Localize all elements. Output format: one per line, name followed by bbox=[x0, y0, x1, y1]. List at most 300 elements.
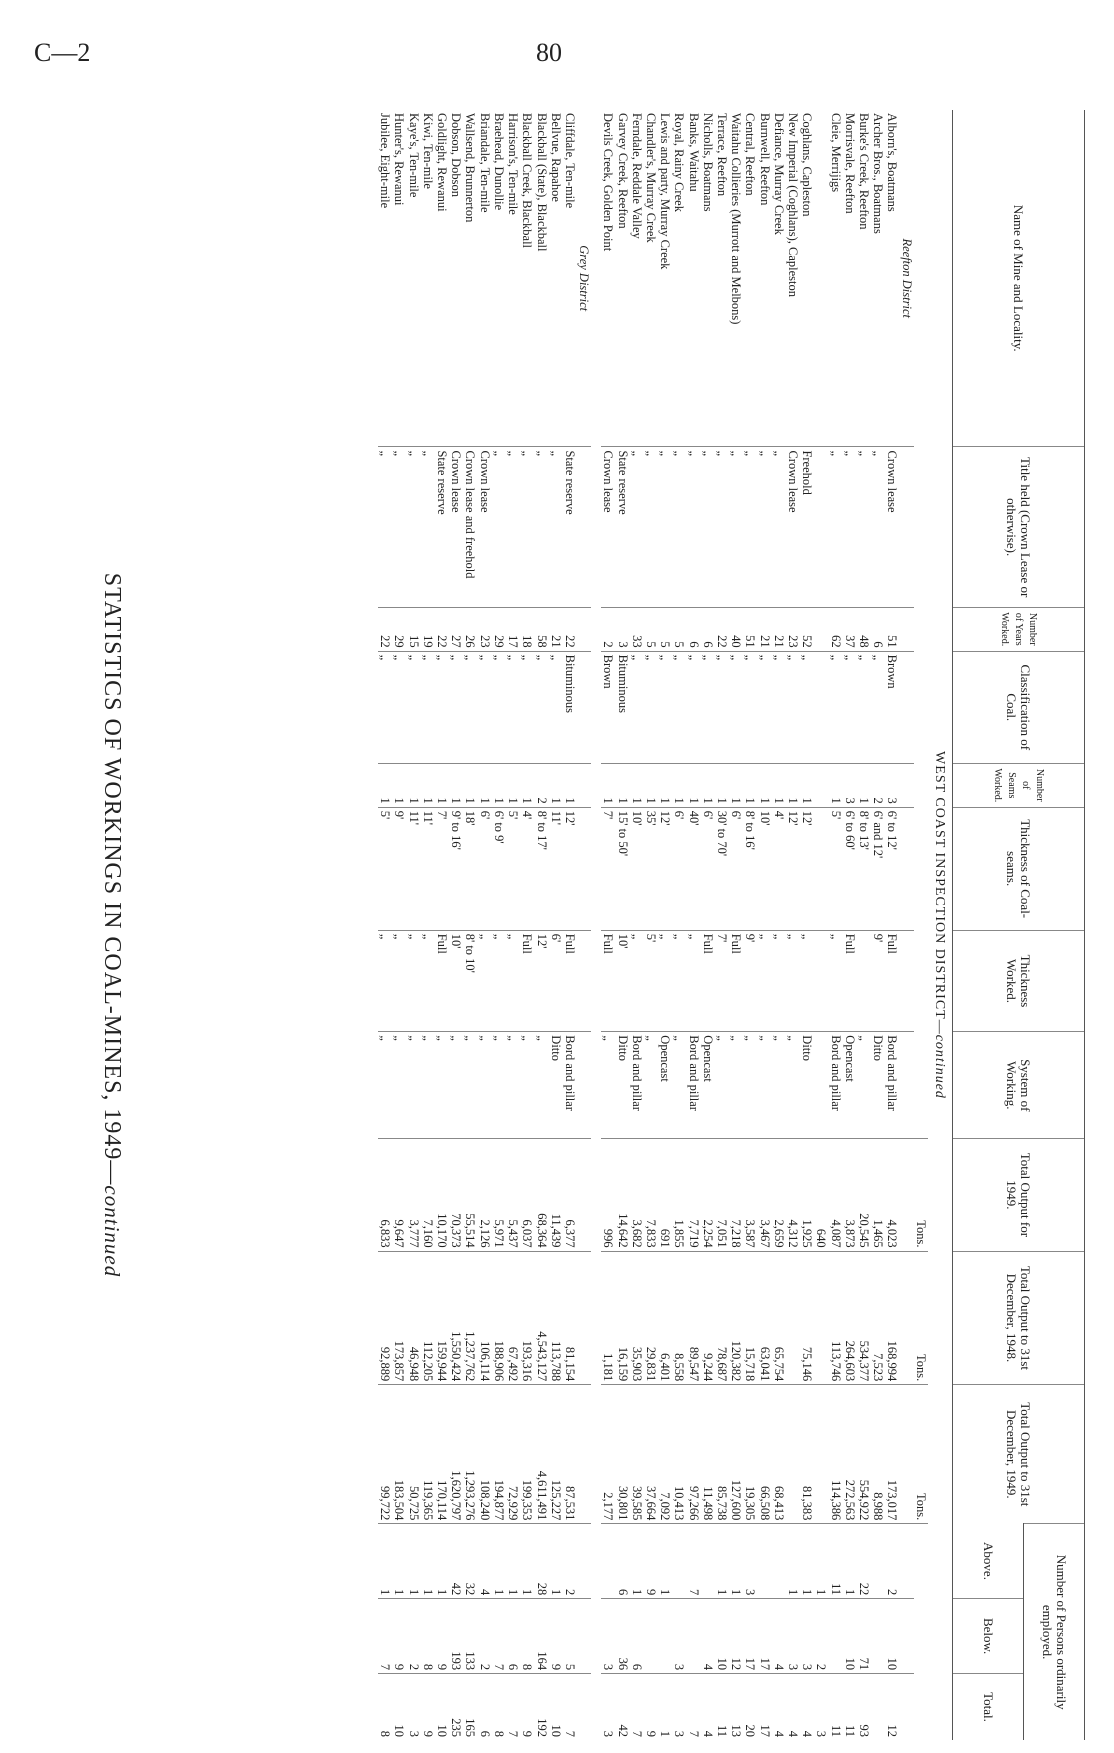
cell-ot: 7,092 bbox=[658, 1385, 672, 1524]
cell-worked: „ bbox=[492, 930, 506, 1032]
cell-class: „ bbox=[672, 651, 686, 763]
table-row bbox=[630, 110, 644, 1740]
cell-seams: 1 bbox=[615, 763, 629, 807]
table-row bbox=[686, 110, 700, 1740]
district-heading: Reefton District bbox=[899, 238, 914, 318]
cell-be: 3 bbox=[672, 1599, 686, 1674]
cell-worked: „ bbox=[392, 930, 406, 1032]
cell-ab bbox=[871, 1524, 885, 1599]
cell-name: Dobson, Dobson bbox=[449, 113, 464, 198]
cell-class: Brown bbox=[885, 651, 899, 763]
cell-class: Bituminous bbox=[615, 651, 629, 763]
cell-name: Nicholls, Boatmans bbox=[700, 113, 715, 212]
cell-be: 133 bbox=[463, 1599, 477, 1674]
cell-class: „ bbox=[686, 651, 700, 763]
table-row bbox=[406, 110, 420, 1740]
cell-class: „ bbox=[644, 651, 658, 763]
cell-thick bbox=[814, 807, 828, 930]
cell-system: „ bbox=[786, 1032, 800, 1139]
cell-to: 3 bbox=[814, 1674, 828, 1740]
cell-class: „ bbox=[478, 651, 492, 763]
cell-seams: 1 bbox=[701, 763, 715, 807]
cell-class: „ bbox=[630, 651, 644, 763]
cell-be: 9 bbox=[549, 1599, 563, 1674]
table-row bbox=[658, 110, 672, 1740]
col-header-thick-seams: Thickness of Coal-seams. bbox=[953, 807, 1085, 930]
cell-title: „ bbox=[871, 447, 885, 607]
cell-worked: Full bbox=[563, 930, 577, 1032]
cell-title: „ bbox=[520, 447, 534, 607]
cell-class bbox=[814, 651, 828, 763]
cell-o49: 6,037 bbox=[520, 1139, 534, 1251]
cell-name: Morrisvale, Reefton bbox=[842, 113, 857, 214]
cell-years: 21 bbox=[757, 607, 771, 651]
cell-to: 7 bbox=[563, 1674, 577, 1740]
cell-be: 10 bbox=[715, 1599, 729, 1674]
cell-title: „ bbox=[506, 447, 520, 607]
cell-o48: 113,788 bbox=[549, 1251, 563, 1385]
cell-thick: 4' bbox=[520, 807, 534, 930]
cell-ab: 1 bbox=[421, 1524, 435, 1599]
cell-worked: „ bbox=[772, 930, 786, 1032]
cell-o49: 4,023 bbox=[885, 1139, 899, 1251]
cell-be bbox=[686, 1599, 700, 1674]
cell-thick: 10' bbox=[757, 807, 771, 930]
cell-system: „ bbox=[406, 1032, 420, 1139]
cell-seams: 1 bbox=[715, 763, 729, 807]
cell-worked: „ bbox=[406, 930, 420, 1032]
col-header-outtotal: Total Output to 31st December, 1949. bbox=[953, 1385, 1085, 1524]
cell-class: „ bbox=[800, 651, 814, 763]
cell-to: 12 bbox=[885, 1674, 899, 1740]
table-row bbox=[757, 110, 771, 1740]
cell-to: 3 bbox=[601, 1674, 615, 1740]
cell-thick: 6' bbox=[672, 807, 686, 930]
cell-years: 6 bbox=[701, 607, 715, 651]
cell-name: Harrison's, Ten-mile bbox=[506, 113, 521, 215]
cell-ot: 39,585 bbox=[630, 1385, 644, 1524]
cell-worked: „ bbox=[506, 930, 520, 1032]
cell-system: Opencast bbox=[701, 1032, 715, 1139]
cell-o48: 46,948 bbox=[406, 1251, 420, 1385]
cell-o48: 16,159 bbox=[615, 1251, 629, 1385]
cell-to: 9 bbox=[520, 1674, 534, 1740]
cell-worked: Full bbox=[885, 930, 899, 1032]
col-header-class: Classification of Coal. bbox=[953, 651, 1085, 763]
cell-thick: 12' bbox=[658, 807, 672, 930]
cell-seams: 1 bbox=[449, 763, 463, 807]
table-title-text: STATISTICS OF WORKINGS IN COAL-MINES, 1949— bbox=[99, 572, 125, 1186]
cell-to: 9 bbox=[644, 1674, 658, 1740]
cell-thick: 8' to 13' bbox=[857, 807, 871, 930]
table-row bbox=[601, 110, 615, 1740]
cell-to: 7 bbox=[630, 1674, 644, 1740]
cell-o49: 7,160 bbox=[421, 1139, 435, 1251]
cell-o48: 120,382 bbox=[729, 1251, 743, 1385]
cell-o48: 35,903 bbox=[630, 1251, 644, 1385]
cell-system: „ bbox=[449, 1032, 463, 1139]
cell-worked: 12' bbox=[534, 930, 548, 1032]
cell-name: Chandler's, Murray Creek bbox=[643, 113, 658, 243]
cell-ab: 1 bbox=[843, 1524, 857, 1599]
cell-ot: 127,600 bbox=[729, 1385, 743, 1524]
cell-o49: 5,437 bbox=[506, 1139, 520, 1251]
cell-years: 21 bbox=[549, 607, 563, 651]
cell-years: 22 bbox=[435, 607, 449, 651]
cell-worked: Full bbox=[701, 930, 715, 1032]
cell-years: 3 bbox=[615, 607, 629, 651]
cell-be: 3 bbox=[800, 1599, 814, 1674]
cell-years: 29 bbox=[492, 607, 506, 651]
cell-ot: 119,365 bbox=[421, 1385, 435, 1524]
cell-class: „ bbox=[757, 651, 771, 763]
cell-title: „ bbox=[715, 447, 729, 607]
cell-be: 6 bbox=[506, 1599, 520, 1674]
cell-class: „ bbox=[786, 651, 800, 763]
cell-ab: 1 bbox=[520, 1524, 534, 1599]
table-row bbox=[814, 110, 828, 1740]
cell-o49: 70,373 bbox=[449, 1139, 463, 1251]
cell-years: 23 bbox=[478, 607, 492, 651]
cell-years: 19 bbox=[421, 607, 435, 651]
table-row bbox=[563, 110, 577, 1740]
cell-class: „ bbox=[828, 651, 842, 763]
section-heading: WEST COAST INSPECTION DISTRICT— bbox=[932, 751, 947, 1035]
cell-thick: 6' bbox=[701, 807, 715, 930]
cell-system: „ bbox=[729, 1032, 743, 1139]
cell-seams: 1 bbox=[772, 763, 786, 807]
cell-ab: 1 bbox=[630, 1524, 644, 1599]
cell-to: 10 bbox=[392, 1674, 406, 1740]
cell-years: 17 bbox=[506, 607, 520, 651]
cell-worked: 9' bbox=[871, 930, 885, 1032]
cell-be: 3 bbox=[786, 1599, 800, 1674]
cell-name: Blackball (State), Blackball bbox=[534, 113, 549, 252]
cell-worked: 9' bbox=[743, 930, 757, 1032]
cell-name: Waitahu Collieries (Murrott and Melbons) bbox=[729, 113, 744, 325]
cell-class: „ bbox=[435, 651, 449, 763]
cell-ab: 6 bbox=[615, 1524, 629, 1599]
cell-class: „ bbox=[871, 651, 885, 763]
col-header-seams: Number of Seams Worked. bbox=[953, 763, 1085, 807]
col-header-above: Above. bbox=[953, 1524, 1024, 1599]
cell-ot: 97,266 bbox=[686, 1385, 700, 1524]
cell-title: „ bbox=[378, 447, 392, 607]
rotated-table-page bbox=[55, 110, 1085, 1740]
table-row bbox=[644, 110, 658, 1740]
cell-system: „ bbox=[757, 1032, 771, 1139]
cell-years: 51 bbox=[885, 607, 899, 651]
cell-ab: 1 bbox=[658, 1524, 672, 1599]
cell-title: „ bbox=[729, 447, 743, 607]
cell-class: „ bbox=[772, 651, 786, 763]
cell-years: 27 bbox=[449, 607, 463, 651]
cell-class: „ bbox=[392, 651, 406, 763]
cell-system: „ bbox=[715, 1032, 729, 1139]
cell-ab: 11 bbox=[828, 1524, 842, 1599]
cell-o48: 173,857 bbox=[392, 1251, 406, 1385]
cell-be: 17 bbox=[757, 1599, 771, 1674]
cell-system: Ditto bbox=[800, 1032, 814, 1139]
cell-ot: 2,177 bbox=[601, 1385, 615, 1524]
cell-ab: 7 bbox=[686, 1524, 700, 1599]
cell-be: 7 bbox=[378, 1599, 392, 1674]
cell-name: Burke's Creek, Reefton bbox=[856, 113, 871, 230]
cell-class: „ bbox=[701, 651, 715, 763]
cell-o48 bbox=[786, 1251, 800, 1385]
cell-years: 58 bbox=[534, 607, 548, 651]
cell-ot: 11,498 bbox=[701, 1385, 715, 1524]
cell-seams: 1 bbox=[378, 763, 392, 807]
cell-be: 193 bbox=[449, 1599, 463, 1674]
cell-thick: 6' to 9' bbox=[492, 807, 506, 930]
cell-system: Opencast bbox=[843, 1032, 857, 1139]
cell-class: „ bbox=[506, 651, 520, 763]
cell-seams: 3 bbox=[885, 763, 899, 807]
cell-thick: 5' bbox=[506, 807, 520, 930]
cell-ot: 108,240 bbox=[478, 1385, 492, 1524]
cell-title: „ bbox=[392, 447, 406, 607]
cell-ot: 8,988 bbox=[871, 1385, 885, 1524]
cell-system: Bord and pillar bbox=[630, 1032, 644, 1139]
cell-ab: 1 bbox=[378, 1524, 392, 1599]
table-title-suffix: continued bbox=[100, 1185, 124, 1278]
cell-thick: 7' bbox=[435, 807, 449, 930]
cell-worked: 5' bbox=[644, 930, 658, 1032]
cell-ot: 554,922 bbox=[857, 1385, 871, 1524]
cell-seams: 1 bbox=[757, 763, 771, 807]
cell-worked: „ bbox=[378, 930, 392, 1032]
cell-years: 5 bbox=[644, 607, 658, 651]
cell-ab: 1 bbox=[549, 1524, 563, 1599]
cell-class: „ bbox=[463, 651, 477, 763]
cell-be: 164 bbox=[534, 1599, 548, 1674]
cell-years: 18 bbox=[520, 607, 534, 651]
table-row bbox=[421, 110, 435, 1740]
cell-ot: 81,383 bbox=[800, 1385, 814, 1524]
col-header-thick-worked: Thickness Worked. bbox=[953, 930, 1085, 1032]
cell-system: Ditto bbox=[615, 1032, 629, 1139]
cell-thick: 15' to 50' bbox=[615, 807, 629, 930]
cell-o48: 75,146 bbox=[800, 1251, 814, 1385]
cell-thick: 40' bbox=[686, 807, 700, 930]
cell-to: 4 bbox=[772, 1674, 786, 1740]
cell-ot: 4,611,491 bbox=[534, 1385, 548, 1524]
cell-system: Opencast bbox=[658, 1032, 672, 1139]
cell-system: „ bbox=[520, 1032, 534, 1139]
cell-worked: „ bbox=[478, 930, 492, 1032]
cell-system: „ bbox=[478, 1032, 492, 1139]
cell-o49: 6,833 bbox=[378, 1139, 392, 1251]
cell-worked: „ bbox=[828, 930, 842, 1032]
table-row bbox=[463, 110, 477, 1740]
units-total: Tons. bbox=[914, 1385, 928, 1524]
table-row bbox=[715, 110, 729, 1740]
cell-seams: 1 bbox=[506, 763, 520, 807]
cell-o48: 168,994 bbox=[885, 1251, 899, 1385]
cell-o48: 67,492 bbox=[506, 1251, 520, 1385]
table-row bbox=[520, 110, 534, 1740]
cell-name bbox=[814, 110, 828, 447]
cell-title: „ bbox=[828, 447, 842, 607]
cell-title: „ bbox=[672, 447, 686, 607]
cell-ot: 272,563 bbox=[843, 1385, 857, 1524]
cell-class: „ bbox=[715, 651, 729, 763]
cell-ab: 1 bbox=[435, 1524, 449, 1599]
cell-worked: 6' bbox=[549, 930, 563, 1032]
cell-thick: 6' bbox=[478, 807, 492, 930]
cell-to: 10 bbox=[549, 1674, 563, 1740]
cell-system: „ bbox=[492, 1032, 506, 1139]
cell-ot: 19,305 bbox=[743, 1385, 757, 1524]
cell-system: „ bbox=[743, 1032, 757, 1139]
cell-seams: 2 bbox=[871, 763, 885, 807]
cell-o48: 1,181 bbox=[601, 1251, 615, 1385]
cell-be bbox=[644, 1599, 658, 1674]
cell-to bbox=[871, 1674, 885, 1740]
cell-be: 6 bbox=[630, 1599, 644, 1674]
cell-worked: 10' bbox=[449, 930, 463, 1032]
cell-o48: 1,550,424 bbox=[449, 1251, 463, 1385]
cell-thick: 8' to 17' bbox=[534, 807, 548, 930]
cell-ot: 173,017 bbox=[885, 1385, 899, 1524]
cell-o49: 3,587 bbox=[743, 1139, 757, 1251]
table-row bbox=[800, 110, 814, 1740]
cell-be: 9 bbox=[392, 1599, 406, 1674]
units-1949: Tons. bbox=[914, 1139, 928, 1251]
cell-seams: 1 bbox=[435, 763, 449, 807]
cell-system: „ bbox=[421, 1032, 435, 1139]
cell-be: 17 bbox=[743, 1599, 757, 1674]
cell-seams: 1 bbox=[743, 763, 757, 807]
district-heading-row bbox=[899, 110, 913, 1740]
cell-name: New Imperial (Coghlans), Capleston bbox=[785, 113, 800, 297]
cell-o49: 14,642 bbox=[615, 1139, 629, 1251]
cell-o48: 89,547 bbox=[686, 1251, 700, 1385]
cell-ab: 1 bbox=[800, 1524, 814, 1599]
cell-name: Hunter's, Rewanui bbox=[392, 113, 407, 206]
cell-seams: 1 bbox=[406, 763, 420, 807]
cell-title: Crown lease and freehold bbox=[463, 447, 477, 607]
cell-years: 22 bbox=[563, 607, 577, 651]
cell-seams: 1 bbox=[630, 763, 644, 807]
cell-system: „ bbox=[506, 1032, 520, 1139]
cell-ab bbox=[757, 1524, 771, 1599]
cell-seams: 1 bbox=[520, 763, 534, 807]
cell-system: „ bbox=[463, 1032, 477, 1139]
cell-ab: 2 bbox=[563, 1524, 577, 1599]
section-heading-suffix: continued bbox=[932, 1034, 947, 1099]
table-row bbox=[843, 110, 857, 1740]
cell-thick: 6' bbox=[729, 807, 743, 930]
cell-title: Crown lease bbox=[885, 447, 899, 607]
cell-title: „ bbox=[772, 447, 786, 607]
cell-thick: 12' bbox=[786, 807, 800, 930]
cell-name: Braehead, Dunollie bbox=[491, 113, 506, 211]
cell-name: Central, Reefton bbox=[743, 113, 758, 196]
cell-title: „ bbox=[857, 447, 871, 607]
cell-title: „ bbox=[644, 447, 658, 607]
cell-thick: 9' bbox=[392, 807, 406, 930]
cell-system: „ bbox=[534, 1032, 548, 1139]
cell-o49: 11,439 bbox=[549, 1139, 563, 1251]
cell-ot: 114,386 bbox=[828, 1385, 842, 1524]
cell-o48: 193,316 bbox=[520, 1251, 534, 1385]
col-header-below: Below. bbox=[953, 1599, 1024, 1674]
cell-o48: 8,558 bbox=[672, 1251, 686, 1385]
cell-o48: 113,746 bbox=[828, 1251, 842, 1385]
cell-o48: 65,754 bbox=[772, 1251, 786, 1385]
cell-to: 192 bbox=[534, 1674, 548, 1740]
cell-ot: 68,413 bbox=[772, 1385, 786, 1524]
cell-name: Goldlight, Rewanui bbox=[435, 113, 450, 212]
cell-worked: Full bbox=[601, 930, 615, 1032]
cell-seams: 1 bbox=[786, 763, 800, 807]
cell-to: 1 bbox=[658, 1674, 672, 1740]
cell-years: 21 bbox=[772, 607, 786, 651]
cell-o49: 3,873 bbox=[843, 1139, 857, 1251]
cell-years: 26 bbox=[463, 607, 477, 651]
cell-years: 22 bbox=[378, 607, 392, 651]
col-header-name: Name of Mine and Locality. bbox=[953, 110, 1085, 447]
cell-seams: 2 bbox=[534, 763, 548, 807]
cell-worked: Full bbox=[843, 930, 857, 1032]
cell-o49: 55,514 bbox=[463, 1139, 477, 1251]
cell-years: 52 bbox=[800, 607, 814, 651]
cell-ot: 50,725 bbox=[406, 1385, 420, 1524]
cell-be: 2 bbox=[478, 1599, 492, 1674]
cell-seams: 1 bbox=[392, 763, 406, 807]
cell-o49: 2,659 bbox=[772, 1139, 786, 1251]
cell-years: 6 bbox=[686, 607, 700, 651]
cell-o48: 92,889 bbox=[378, 1251, 392, 1385]
cell-worked bbox=[857, 930, 871, 1032]
cell-class: „ bbox=[729, 651, 743, 763]
table-row bbox=[492, 110, 506, 1740]
cell-ab: 4 bbox=[478, 1524, 492, 1599]
coal-statistics-table bbox=[368, 110, 1085, 1740]
cell-ab: 28 bbox=[534, 1524, 548, 1599]
cell-o48: 188,906 bbox=[492, 1251, 506, 1385]
col-header-out1949: Total Output for 1949. bbox=[953, 1139, 1085, 1251]
cell-to: 11 bbox=[715, 1674, 729, 1740]
cell-worked: 7' bbox=[715, 930, 729, 1032]
cell-be: 10 bbox=[843, 1599, 857, 1674]
cell-class: „ bbox=[378, 651, 392, 763]
cell-o49: 7,051 bbox=[715, 1139, 729, 1251]
cell-class: Bituminous bbox=[563, 651, 577, 763]
table-row bbox=[478, 110, 492, 1740]
col-header-persons: Number of Persons ordinarily employed. bbox=[1024, 1524, 1085, 1740]
cell-name: Royal, Rainy Creek bbox=[672, 113, 687, 212]
cell-thick: 11' bbox=[421, 807, 435, 930]
cell-thick: 5' bbox=[378, 807, 392, 930]
cell-worked: Full bbox=[435, 930, 449, 1032]
cell-class: „ bbox=[520, 651, 534, 763]
cell-class: Brown bbox=[601, 651, 615, 763]
cell-thick: 10' bbox=[630, 807, 644, 930]
cell-years: 22 bbox=[715, 607, 729, 651]
district-heading-row bbox=[577, 110, 591, 1740]
cell-o49: 7,833 bbox=[644, 1139, 658, 1251]
cell-o49: 4,087 bbox=[828, 1139, 842, 1251]
cell-system: „ bbox=[392, 1032, 406, 1139]
cell-be: 8 bbox=[520, 1599, 534, 1674]
cell-o48: 6,401 bbox=[658, 1251, 672, 1385]
cell-o49: 2,254 bbox=[701, 1139, 715, 1251]
cell-class: „ bbox=[658, 651, 672, 763]
cell-o49: 5,971 bbox=[492, 1139, 506, 1251]
